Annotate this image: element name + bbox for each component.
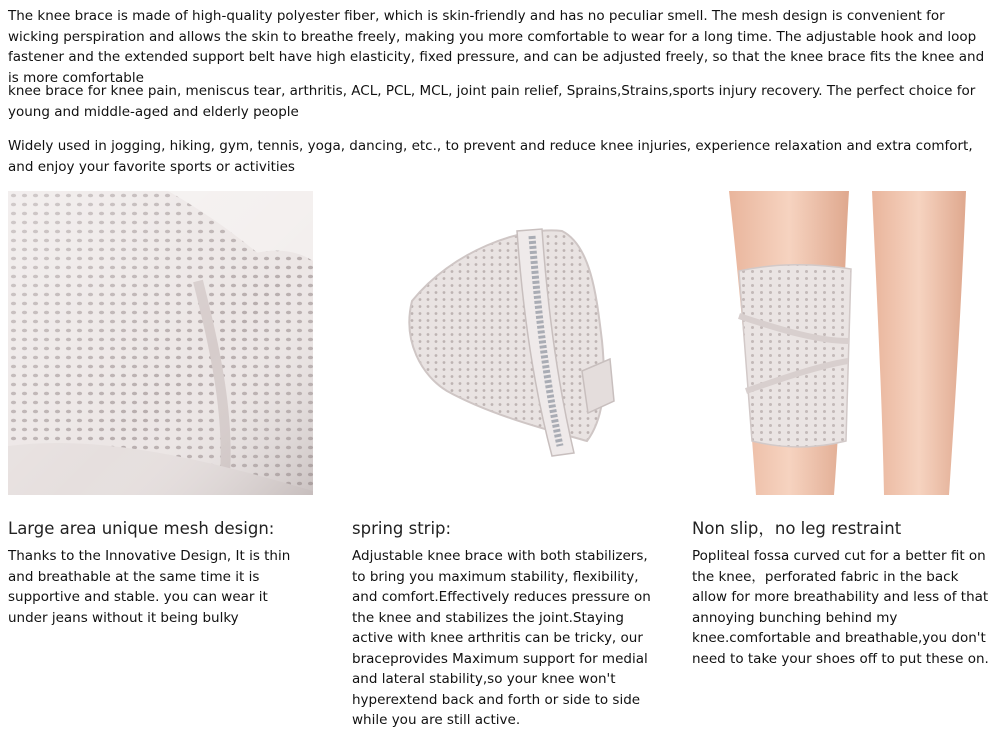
intro-paragraph-activities: Widely used in jogging, hiking, gym, tennis, yoga, dancing, etc., to prevent and reduce knee injuries, experience relaxation and extra comfort, and enjoy your favorite sports or activities	[8, 138, 973, 175]
feature-title: Large area unique mesh design:	[8, 519, 275, 538]
intro-paragraph-uses: knee brace for knee pain, meniscus tear, arthritis, ACL, PCL, MCL, joint pain relief, Sprains,Strains,sports injury recovery. The perfect choice for young and middle-aged and elderly people	[8, 83, 976, 120]
feature-title: Non slip，no leg restraint	[692, 519, 902, 538]
feature-spring-strip	[352, 518, 652, 731]
feature-title: spring strip:	[352, 519, 452, 538]
legs-wearing-brace-image	[694, 191, 999, 495]
feature-mesh-design	[8, 518, 308, 628]
feature-description: Thanks to the Innovative Design, It is thin and breathable at the same time it is supportive and stable. you can wear it under jeans without it being bulky	[8, 548, 291, 626]
feature-non-slip	[692, 518, 992, 669]
feature-description: Adjustable knee brace with both stabilizers, to bring you maximum stability, flexibility, and comfort.Effectively reduces pressure on the knee and stabilizes the joint.Staying active with knee arthritis can be tricky, our braceprovides Maximum support for medial and lateral stability,so your knee won't hyperextend back and forth or side to side while you are still active.	[352, 548, 651, 728]
feature-description: Popliteal fossa curved cut for a better fit on the knee，perforated fabric in the back allow for more breathability and less of that annoying bunching behind my knee.comfortable and breathable,you don't need to take your shoes off to put these on.	[692, 548, 989, 667]
intro-paragraph-materials: The knee brace is made of high-quality polyester fiber, which is skin-friendly and has no peculiar smell. The mesh design is convenient for wicking perspiration and allows the skin to breathe freely, making you more comfortable to wear for a long time. The adjustable hook and loop fastener and the extended support belt have high elasticity, fixed pressure, and can be adjusted freely, so that the knee brace fits the knee and is more comfortable	[8, 8, 985, 86]
mesh-fabric-closeup-image	[8, 191, 313, 495]
knee-brace-spring-image	[352, 191, 657, 495]
